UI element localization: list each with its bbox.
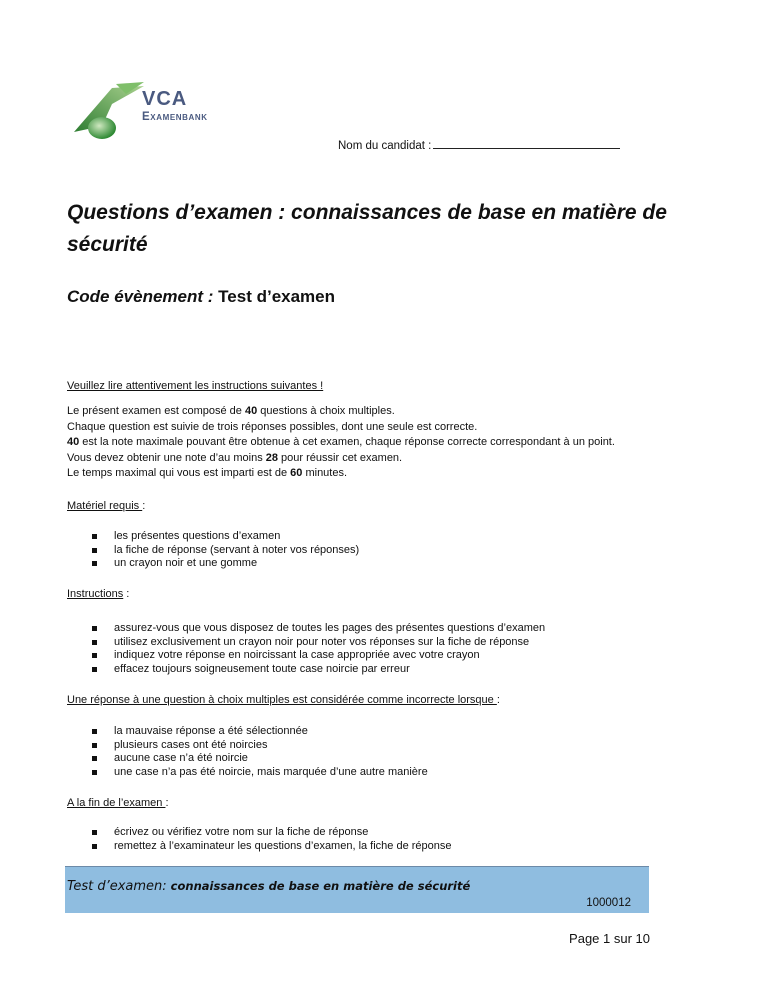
candidate-name-field xyxy=(338,137,620,152)
materiel-list xyxy=(92,530,359,571)
footer-code: 1000012 xyxy=(586,897,631,909)
incorrect-heading: Une réponse à une question à choix multiples est considérée comme incorrecte lorsque : xyxy=(67,694,500,706)
footer-title: Test d’examen: connaissances de base en matière de sécurité xyxy=(67,879,471,894)
logo-title: VCA xyxy=(142,88,188,110)
event-code-value: Test d’examen xyxy=(218,287,336,306)
end-heading: A la fin de l’examen : xyxy=(67,797,169,809)
intro-line-1: Le présent examen est composé de 40 questions à choix multiples. xyxy=(67,405,395,417)
candidate-name-label: Nom du candidat : xyxy=(338,140,432,152)
candidate-name-line[interactable] xyxy=(433,137,620,149)
list-item: plusieurs cases ont été noircies xyxy=(92,739,428,753)
incorrect-list xyxy=(92,725,428,779)
instructions-notice: Veuillez lire attentivement les instructions suivantes ! xyxy=(67,380,324,392)
list-item: remettez à l’examinateur les questions d’examen, la fiche de réponse xyxy=(92,840,452,854)
list-item: les présentes questions d’examen xyxy=(92,530,359,544)
instructions-heading: Instructions : xyxy=(67,588,130,600)
intro-line-2: Chaque question est suivie de trois réponses possibles, dont une seule est correcte. xyxy=(67,420,478,433)
list-item: une case n’a pas été noircie, mais marquée d’une autre manière xyxy=(92,766,428,780)
list-item: indiquez votre réponse en noircissant la case appropriée avec votre crayon xyxy=(92,649,545,663)
list-item: écrivez ou vérifiez votre nom sur la fiche de réponse xyxy=(92,826,452,840)
document-title: Questions d’examen : connaissances de base en matière de sécurité xyxy=(67,201,667,256)
intro-line-4: Vous devez obtenir une note d’au moins 28 pour réussir cet examen. xyxy=(67,451,403,464)
event-code xyxy=(67,287,335,307)
list-item: aucune case n’a été noircie xyxy=(92,752,428,766)
materiel-heading: Matériel requis : xyxy=(67,500,146,512)
time-limit: Le temps maximal qui vous est imparti est de 60 minutes. xyxy=(67,467,348,479)
list-item: la fiche de réponse (servant à noter vos réponses) xyxy=(92,544,359,558)
list-item: un crayon noir et une gomme xyxy=(92,557,359,571)
footer-band xyxy=(65,866,649,913)
list-item: la mauvaise réponse a été sélectionnée xyxy=(92,725,428,739)
page-number: Page 1 sur 10 xyxy=(569,931,650,946)
list-item: assurez-vous que vous disposez de toutes les pages des présentes questions d’examen xyxy=(92,622,545,636)
instructions-list xyxy=(92,622,545,676)
list-item: utilisez exclusivement un crayon noir pour noter vos réponses sur la fiche de réponse xyxy=(92,636,545,650)
vca-swoosh-icon xyxy=(72,80,144,144)
event-code-label: Code évènement : xyxy=(67,287,214,306)
end-list xyxy=(92,826,452,853)
intro-paragraph xyxy=(67,404,615,466)
vca-logo xyxy=(72,80,242,144)
logo-subtitle: Examenbank xyxy=(142,111,208,123)
intro-line-3: 40 est la note maximale pouvant être obtenue à cet examen, chaque réponse correcte correspondant à un point. xyxy=(67,436,615,448)
list-item: effacez toujours soigneusement toute case noircie par erreur xyxy=(92,663,545,677)
